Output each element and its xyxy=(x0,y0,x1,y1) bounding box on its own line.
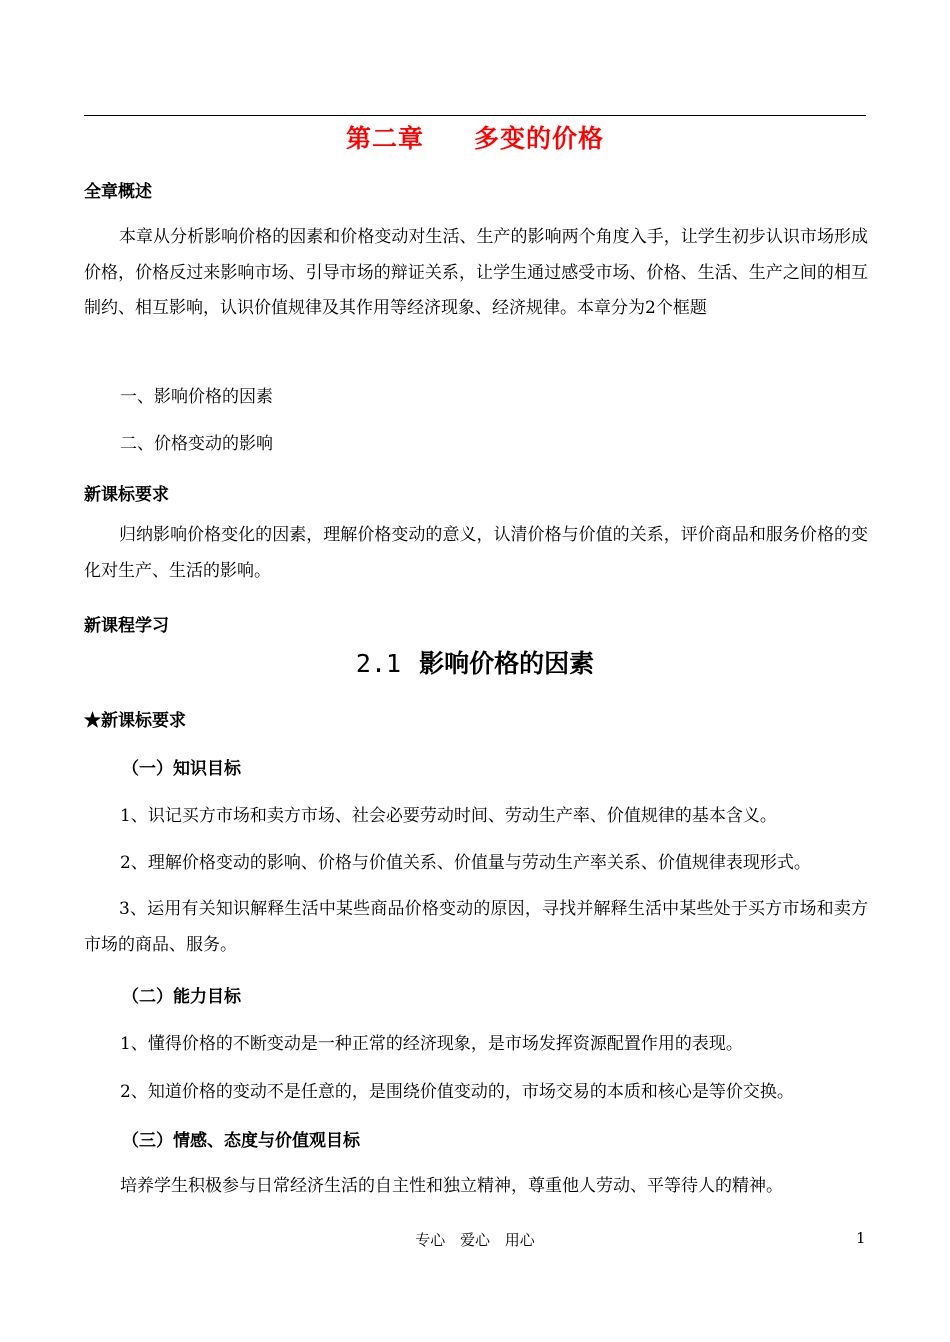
overview-paragraph: 本章从分析影响价格的因素和价格变动对生活、生产的影响两个角度入手，让学生初步认识市场形成价格，价格反过来影响市场、引导市场的辩证关系，让学生通过感受市场、价格、生活、生产之间的相互制约、相互影响，认识价值规律及其作用等经济现象、经济规律。本章分为2个框题 xyxy=(84,227,868,318)
emotion-paragraph: 培养学生积极参与日常经济生活的自主性和独立精神，尊重他人劳动、平等待人的精神。 xyxy=(120,1176,783,1196)
knowledge-item-3: 3、运用有关知识解释生活中某些商品价格变动的原因，寻找并解释生活中某些处于买方市场和卖方市场的商品、服务。 xyxy=(84,899,868,955)
standard-paragraph: 归纳影响价格变化的因素，理解价格变动的意义，认清价格与价值的关系，评价商品和服务价格的变化对生产、生活的影响。 xyxy=(84,525,868,581)
section-number: 2.1 xyxy=(355,649,402,678)
footer-motto: 专心 爱心 用心 xyxy=(415,1231,535,1249)
section-title xyxy=(0,644,950,680)
study-heading: 新课程学习 xyxy=(84,616,169,636)
chapter-title xyxy=(0,119,950,155)
topic-item-2: 二、价格变动的影响 xyxy=(120,434,273,454)
knowledge-heading: （一）知识目标 xyxy=(122,759,241,779)
ability-item-2: 2、知道价格的变动不是任意的，是围绕价值变动的，市场交易的本质和核心是等价交换。 xyxy=(120,1082,794,1102)
section-name: 影响价格的因素 xyxy=(419,649,595,678)
overview-heading: 全章概述 xyxy=(84,182,152,202)
emotion-heading: （三）情感、态度与价值观目标 xyxy=(122,1131,360,1151)
ability-heading: （二）能力目标 xyxy=(122,987,241,1007)
topic-item-1: 一、影响价格的因素 xyxy=(120,387,273,407)
standard-heading: 新课标要求 xyxy=(84,485,169,505)
chapter-name: 多变的价格 xyxy=(474,124,605,153)
page-number: 1 xyxy=(856,1229,866,1247)
knowledge-item-1: 1、识记买方市场和卖方市场、社会必要劳动时间、劳动生产率、价值规律的基本含义。 xyxy=(120,806,777,826)
knowledge-item-2: 2、理解价格变动的影响、价格与价值关系、价值量与劳动生产率关系、价值规律表现形式。 xyxy=(120,853,811,873)
chapter-number: 第二章 xyxy=(345,124,424,153)
requirements-heading: ★新课标要求 xyxy=(84,711,186,731)
header-rule xyxy=(84,115,866,116)
ability-item-1: 1、懂得价格的不断变动是一种正常的经济现象，是市场发挥资源配置作用的表现。 xyxy=(120,1034,743,1054)
